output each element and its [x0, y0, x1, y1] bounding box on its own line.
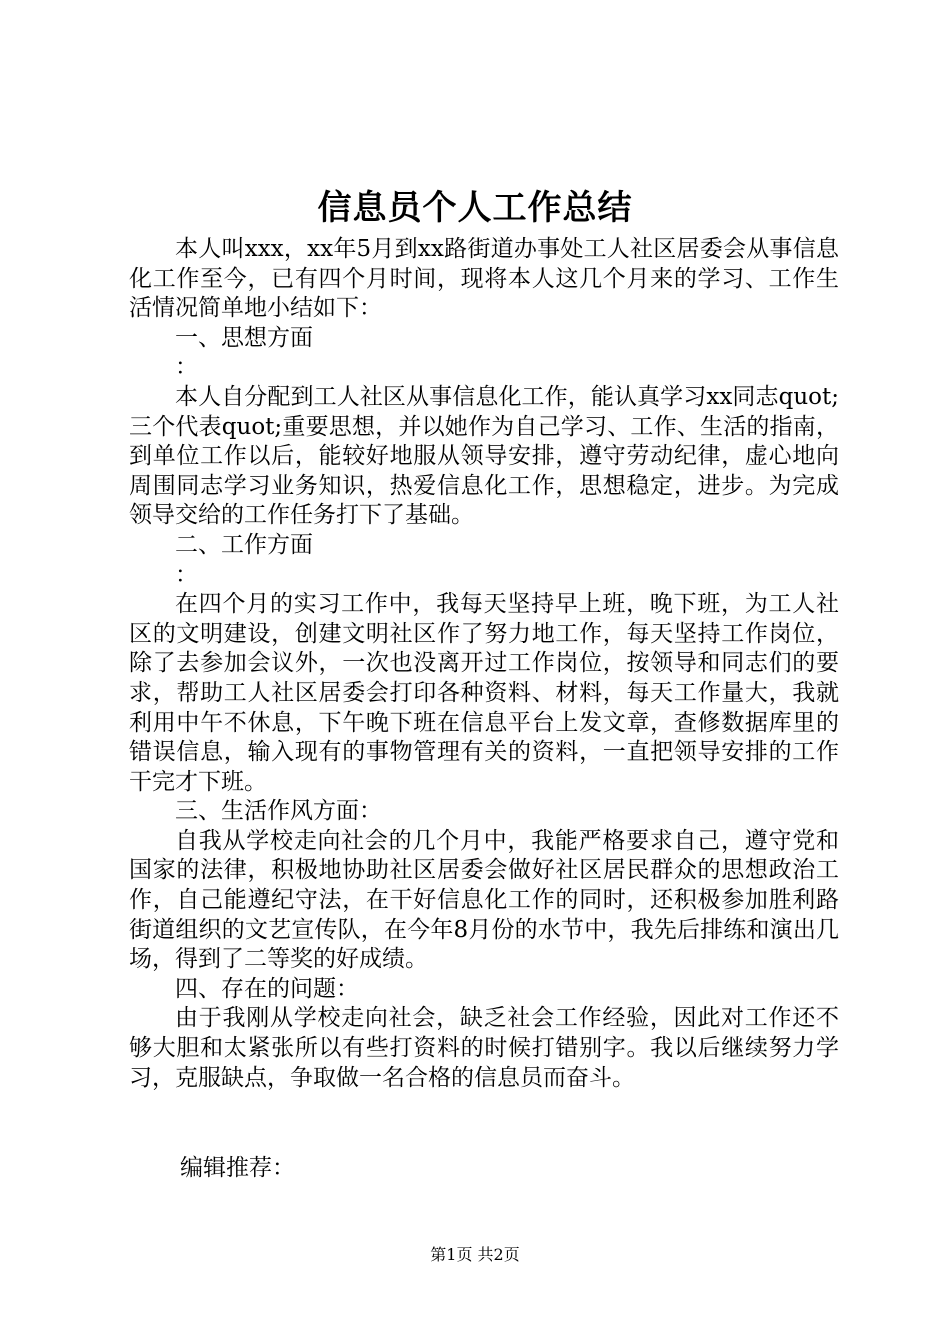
section-heading-thought: 一、思想方面 — [175, 324, 313, 351]
section-body-work: 在四个月的实习工作中，我每天坚持早上班，晚下班，为工人社区的文明建设，创建文明社区作了努力地工作，每天坚持工作岗位，除了去参加会议外，一次也没离开过工作岗位，按领导和同志们的要求，帮助工人社区居委会打印各种资料、材料，每天工作量大，我就利用中午不休息，下午晚下班在信息平台上发文章，查修数据库里的错误信息，输入现有的事物管理有关的资料，一直把领导安排的工作干完才下班。 — [129, 591, 839, 795]
section-colon-thought: ： — [175, 354, 198, 381]
section-body-life: 自我从学校走向社会的几个月中，我能严格要求自己，遵守党和国家的法律，积极地协助社区居委会做好社区居民群众的思想政治工作，自己能遵纪守法，在干好信息化工作的同时，还积极参加胜利路街道组织的文艺宣传队，在今年8月份的水节中，我先后排练和演出几场，得到了二等奖的好成绩。 — [129, 827, 839, 973]
page-footer: 第1页 共2页 — [430, 1245, 520, 1264]
section-body-problems: 由于我刚从学校走向社会，缺乏社会工作经验，因此对工作还不够大胆和太紧张所以有些打资料的时候打错别字。我以后继续努力学习，克服缺点，争取做一名合格的信息员而奋斗。 — [129, 1005, 839, 1091]
section-colon-work: ： — [175, 561, 198, 588]
section-heading-problems: 四、存在的问题： — [175, 975, 359, 1002]
section-body-thought: 本人自分配到工人社区从事信息化工作，能认真学习xx同志quot;三个代表quot;重要思想，并以她作为自己学习、工作、生活的指南，到单位工作以后，能较好地服从领导安排，遵守劳动纪律，虚心地向周围同志学习业务知识，热爱信息化工作，思想稳定，进步。为完成领导交给的工作任务打下了基础。 — [129, 383, 839, 529]
section-heading-work: 二、工作方面 — [175, 531, 313, 558]
section-heading-life: 三、生活作风方面： — [175, 798, 382, 825]
editor-recommendation-label: 编辑推荐： — [180, 1155, 295, 1181]
document-title: 信息员个人工作总结 — [317, 188, 633, 228]
document-body — [129, 235, 839, 1093]
intro-paragraph: 本人叫xxx，xx年5月到xx路街道办事处工人社区居委会从事信息化工作至今，已有四个月时间，现将本人这几个月来的学习、工作生活情况简单地小结如下： — [129, 236, 839, 322]
